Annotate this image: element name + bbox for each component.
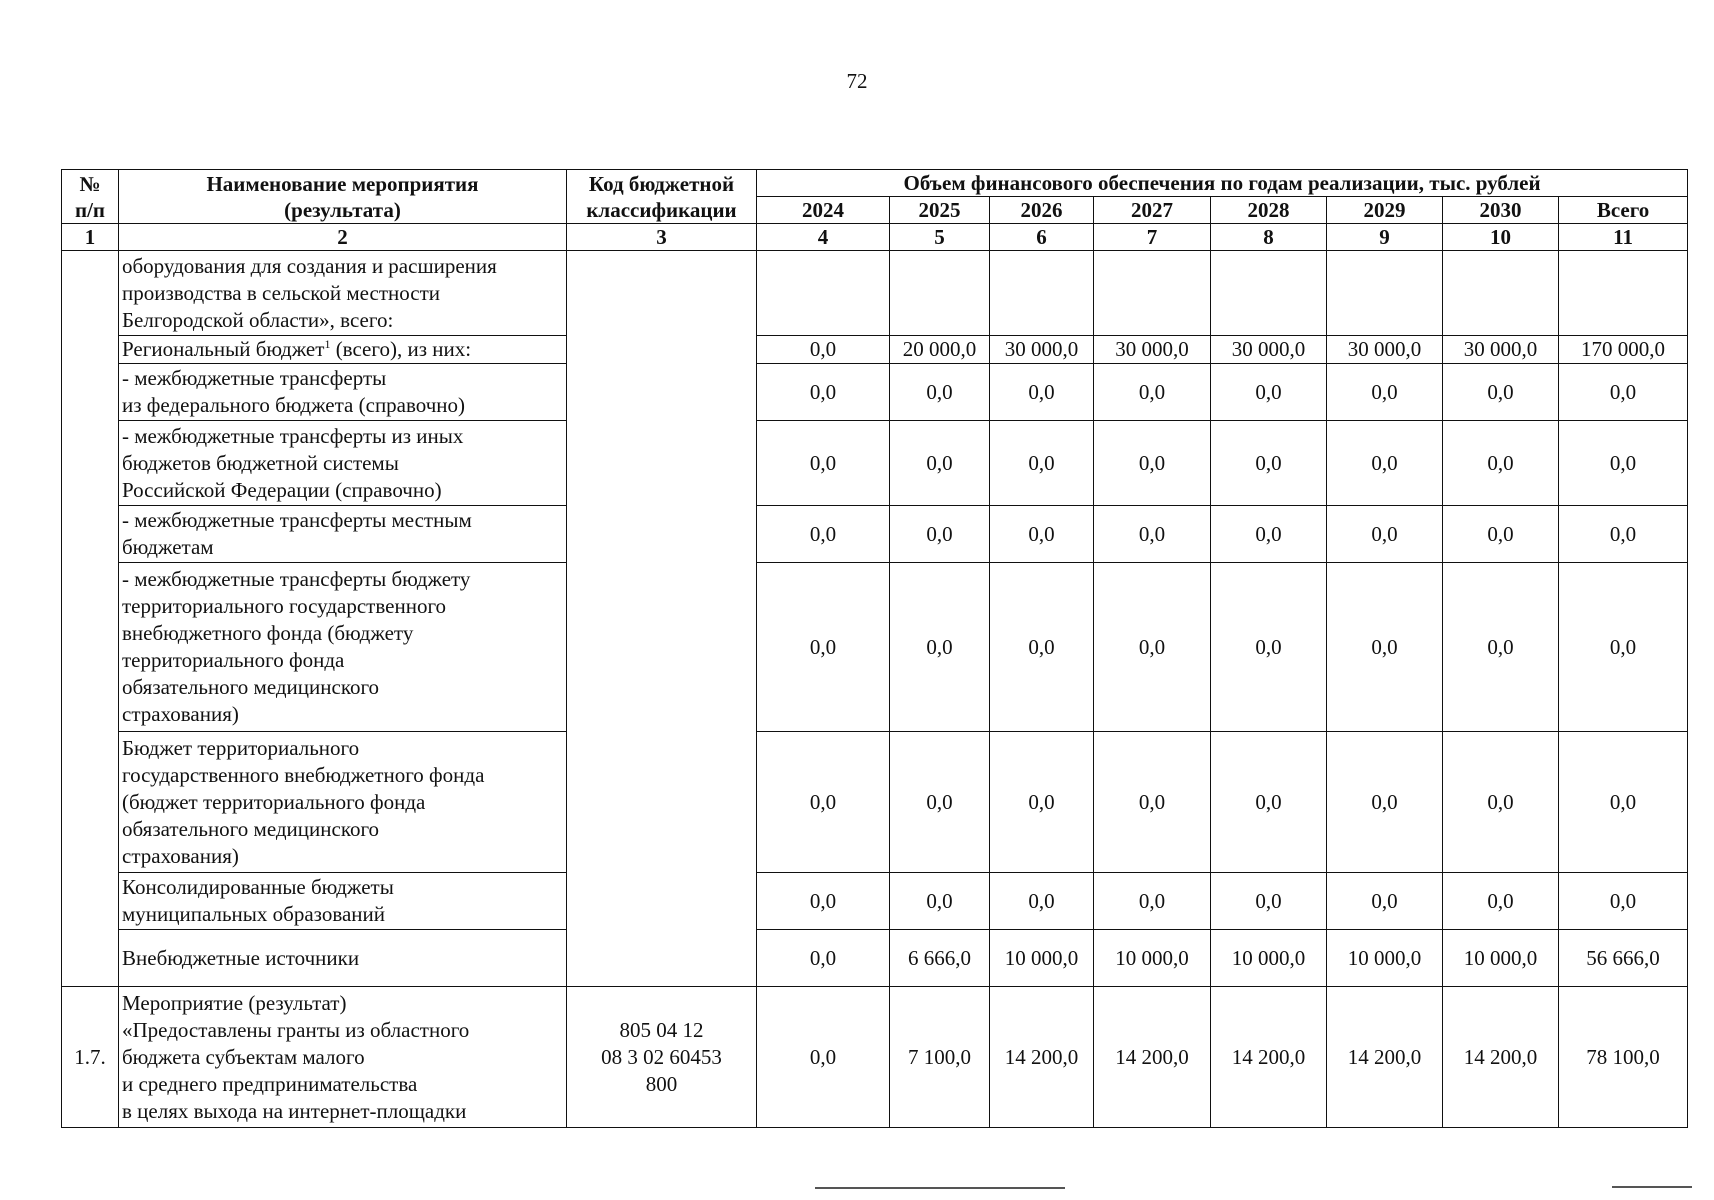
value-cell: 0,0: [1327, 421, 1443, 506]
value-cell: 0,0: [1211, 732, 1327, 873]
column-index: 6: [990, 224, 1094, 251]
row-name: Консолидированные бюджеты муниципальных образований: [119, 873, 567, 930]
column-index: 11: [1559, 224, 1688, 251]
value-cell: 0,0: [1211, 506, 1327, 563]
header-code: Код бюджетной классификации: [567, 170, 757, 224]
value-cell: 10 000,0: [1211, 930, 1327, 987]
value-cell: 0,0: [1443, 506, 1559, 563]
value-cell: 0,0: [757, 563, 890, 732]
value-cell: 0,0: [757, 421, 890, 506]
value-cell: 30 000,0: [1443, 336, 1559, 364]
header-name: Наименование мероприятия (результата): [119, 170, 567, 224]
header-year: 2027: [1094, 197, 1211, 224]
column-index: 1: [62, 224, 119, 251]
total-cell: 0,0: [1559, 873, 1688, 930]
value-cell: 0,0: [890, 364, 990, 421]
value-cell: 0,0: [890, 563, 990, 732]
total-cell: 0,0: [1559, 364, 1688, 421]
value-cell: 6 666,0: [890, 930, 990, 987]
column-index: 2: [119, 224, 567, 251]
value-cell: 10 000,0: [990, 930, 1094, 987]
value-cell: 0,0: [1211, 364, 1327, 421]
table-row: [62, 251, 1688, 336]
value-cell: 0,0: [1327, 364, 1443, 421]
value-cell: 14 200,0: [1094, 987, 1211, 1128]
scan-line: [815, 1187, 1065, 1189]
value-cell: 0,0: [1327, 873, 1443, 930]
table-row: [62, 506, 1688, 563]
value-cell: 0,0: [1094, 364, 1211, 421]
footnote-marker: 1: [324, 337, 331, 351]
value-cell: 0,0: [757, 987, 890, 1128]
value-cell: 0,0: [990, 421, 1094, 506]
total-cell: 56 666,0: [1559, 930, 1688, 987]
row-number-cell: [62, 251, 119, 987]
value-cell: 0,0: [1443, 364, 1559, 421]
value-cell: [1094, 251, 1211, 336]
value-cell: 0,0: [990, 873, 1094, 930]
row-name: оборудования для создания и расширения производства в сельской местности Белгородской области», всего:: [119, 251, 567, 336]
column-index: 4: [757, 224, 890, 251]
table-row: [62, 732, 1688, 873]
total-cell: 0,0: [1559, 506, 1688, 563]
value-cell: 0,0: [1094, 506, 1211, 563]
value-cell: 0,0: [1443, 421, 1559, 506]
value-cell: 30 000,0: [1211, 336, 1327, 364]
column-index: 9: [1327, 224, 1443, 251]
total-cell: 0,0: [1559, 421, 1688, 506]
value-cell: 0,0: [1327, 563, 1443, 732]
column-index: 7: [1094, 224, 1211, 251]
table-row: [62, 421, 1688, 506]
value-cell: [890, 251, 990, 336]
value-cell: 10 000,0: [1327, 930, 1443, 987]
value-cell: 0,0: [1094, 732, 1211, 873]
column-index-row: [62, 224, 1688, 251]
row-name: - межбюджетные трансферты местным бюджетам: [119, 506, 567, 563]
value-cell: 14 200,0: [1211, 987, 1327, 1128]
total-cell: 78 100,0: [1559, 987, 1688, 1128]
header-year: 2026: [990, 197, 1094, 224]
table-row: [62, 563, 1688, 732]
value-cell: 0,0: [757, 930, 890, 987]
value-cell: 20 000,0: [890, 336, 990, 364]
value-cell: 0,0: [890, 732, 990, 873]
budget-code: 805 04 12 08 3 02 60453 800: [567, 987, 757, 1128]
value-cell: [757, 251, 890, 336]
value-cell: 0,0: [1327, 506, 1443, 563]
header-year: 2029: [1327, 197, 1443, 224]
value-cell: 10 000,0: [1443, 930, 1559, 987]
value-cell: 0,0: [1327, 732, 1443, 873]
value-cell: 0,0: [1443, 732, 1559, 873]
header-year: 2028: [1211, 197, 1327, 224]
value-cell: 0,0: [990, 506, 1094, 563]
header-number: № п/п: [62, 170, 119, 224]
table-row: [62, 336, 1688, 364]
row-name: - межбюджетные трансферты из федерального бюджета (справочно): [119, 364, 567, 421]
column-index: 5: [890, 224, 990, 251]
budget-table: [61, 169, 1688, 1128]
row-name: Внебюджетные источники: [119, 930, 567, 987]
table-row: [62, 987, 1688, 1128]
total-cell: 170 000,0: [1559, 336, 1688, 364]
row-code-cell: [567, 251, 757, 987]
value-cell: 0,0: [757, 873, 890, 930]
column-index: 3: [567, 224, 757, 251]
row-number: 1.7.: [62, 987, 119, 1128]
header-row: [62, 170, 1688, 197]
header-year: 2024: [757, 197, 890, 224]
value-cell: 0,0: [990, 563, 1094, 732]
value-cell: 0,0: [1094, 873, 1211, 930]
value-cell: [1443, 251, 1559, 336]
value-cell: 0,0: [1443, 873, 1559, 930]
value-cell: 14 200,0: [990, 987, 1094, 1128]
total-cell: 0,0: [1559, 732, 1688, 873]
total-cell: [1559, 251, 1688, 336]
row-name: - межбюджетные трансферты бюджету территориального государственного внебюджетного фонда (бюджету территориального фонда обязательного медицинского страхования): [119, 563, 567, 732]
value-cell: 7 100,0: [890, 987, 990, 1128]
value-cell: 0,0: [1094, 421, 1211, 506]
value-cell: 0,0: [890, 506, 990, 563]
header-volume: Объем финансового обеспечения по годам реализации, тыс. рублей: [757, 170, 1688, 197]
value-cell: 0,0: [1094, 563, 1211, 732]
header-total: Всего: [1559, 197, 1688, 224]
value-cell: 0,0: [1443, 563, 1559, 732]
value-cell: [990, 251, 1094, 336]
value-cell: 0,0: [757, 732, 890, 873]
value-cell: 14 200,0: [1327, 987, 1443, 1128]
row-name: Бюджет территориального государственного внебюджетного фонда (бюджет территориального фонда обязательного медицинского страхования): [119, 732, 567, 873]
value-cell: 30 000,0: [1327, 336, 1443, 364]
value-cell: 0,0: [890, 873, 990, 930]
total-cell: 0,0: [1559, 563, 1688, 732]
column-index: 8: [1211, 224, 1327, 251]
value-cell: 0,0: [990, 364, 1094, 421]
value-cell: 0,0: [757, 336, 890, 364]
row-name: Региональный бюджет$^1$ (всего), из них:: [119, 336, 567, 364]
header-year: 2030: [1443, 197, 1559, 224]
row-name: Мероприятие (результат) «Предоставлены гранты из областного бюджета субъектам малого и среднего предпринимательства в целях выхода на интернет-площадки: [119, 987, 567, 1128]
page-number: 72: [846, 69, 868, 93]
value-cell: [1327, 251, 1443, 336]
value-cell: [1211, 251, 1327, 336]
value-cell: 0,0: [757, 506, 890, 563]
value-cell: 30 000,0: [1094, 336, 1211, 364]
value-cell: 0,0: [1211, 563, 1327, 732]
table-row: [62, 364, 1688, 421]
value-cell: 30 000,0: [990, 336, 1094, 364]
value-cell: 0,0: [1211, 421, 1327, 506]
column-index: 10: [1443, 224, 1559, 251]
value-cell: 14 200,0: [1443, 987, 1559, 1128]
value-cell: 0,0: [757, 364, 890, 421]
value-cell: 0,0: [990, 732, 1094, 873]
value-cell: 0,0: [1211, 873, 1327, 930]
scan-line: [1612, 1186, 1692, 1188]
row-name: - межбюджетные трансферты из иных бюджетов бюджетной системы Российской Федерации (справочно): [119, 421, 567, 506]
header-year: 2025: [890, 197, 990, 224]
value-cell: 10 000,0: [1094, 930, 1211, 987]
table-row: [62, 930, 1688, 987]
table-row: [62, 873, 1688, 930]
value-cell: 0,0: [890, 421, 990, 506]
